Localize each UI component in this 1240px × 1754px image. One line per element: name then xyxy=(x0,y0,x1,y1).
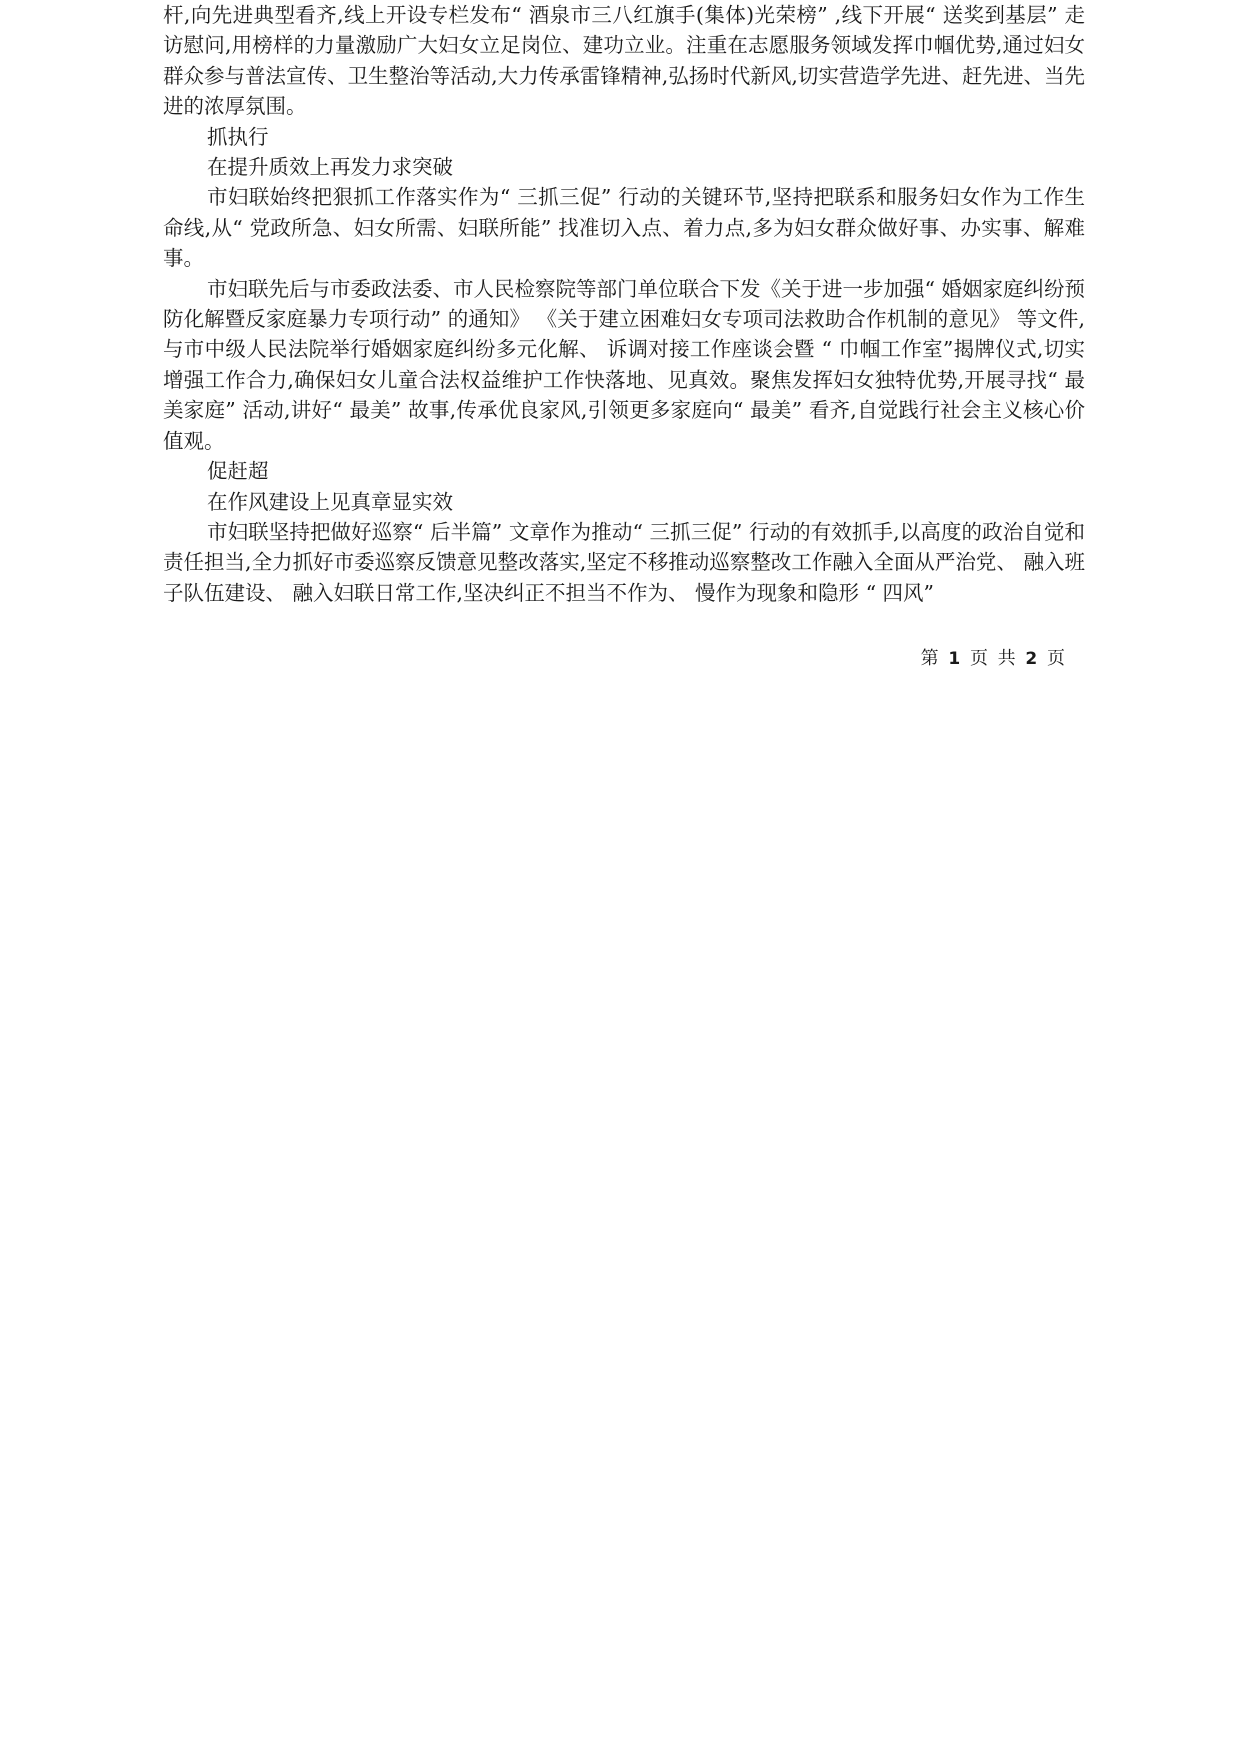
footer-prefix: 第 xyxy=(920,648,941,669)
section-heading-execution: 抓执行 xyxy=(207,124,269,149)
section-subheading-work-style: 在作风建设上见真章显实效 xyxy=(207,489,453,514)
section-subheading-quality: 在提升质效上再发力求突破 xyxy=(207,155,453,180)
document-body xyxy=(163,0,1085,608)
current-page-number: 1 xyxy=(948,649,963,669)
paragraph-joint-documents: 市妇联先后与市委政法委、市人民检察院等部门单位联合下发《关于进一步加强“ 婚姻家庭纠纷预防化解暨反家庭暴力专项行动” 的通知》 《关于建立困难妇女专项司法救助合作机制的意见》 等文件,与市中级人民法院举行婚姻家庭纠纷多元化解、 诉调对接工作座谈会暨 “ 巾帼工作室”揭牌仪式,切实增强工作合力,确保妇女儿童合法权益维护工作快落地、见真效。聚焦发挥妇女独特优势,开展寻找“ 最美家庭” 活动,讲好“ 最美” 故事,传承优良家风,引领更多家庭向“ 最美” 看齐,自觉践行社会主义核心价值观。 xyxy=(163,276,1085,453)
footer-suffix: 页 xyxy=(1047,648,1067,669)
section-heading-catch-up: 促赶超 xyxy=(207,459,269,484)
footer-middle: 页 共 xyxy=(969,648,1018,669)
page-footer xyxy=(921,647,1067,671)
total-page-number: 2 xyxy=(1025,649,1040,669)
paragraph-continuation: 杆,向先进典型看齐,线上开设专栏发布“ 酒泉市三八红旗手(集体)光荣榜” ,线下开展“ 送奖到基层” 走访慰问,用榜样的力量激励广大妇女立足岗位、建功立业。注重在志愿服务领域发挥巾帼优势,通过妇女群众参与普法宣传、卫生整治等活动,大力传承雷锋精神,弘扬时代新风,切实营造学先进、赶先进、当先进的浓厚氛围。 xyxy=(163,3,1085,119)
paragraph-inspection-rectification: 市妇联坚持把做好巡察“ 后半篇” 文章作为推动“ 三抓三促” 行动的有效抓手,以高度的政治自觉和责任担当,全力抓好市委巡察反馈意见整改落实,坚定不移推动巡察整改工作融入全面从严治党、 融入班子队伍建设、 融入妇联日常工作,坚决纠正不担当不作为、 慢作为现象和隐形 “ 四风” xyxy=(163,519,1085,605)
paragraph-work-implementation: 市妇联始终把狠抓工作落实作为“ 三抓三促” 行动的关键环节,坚持把联系和服务妇女作为工作生命线,从“ 党政所急、妇女所需、妇联所能” 找准切入点、着力点,多为妇女群众做好事、办实事、解难事。 xyxy=(163,185,1085,271)
